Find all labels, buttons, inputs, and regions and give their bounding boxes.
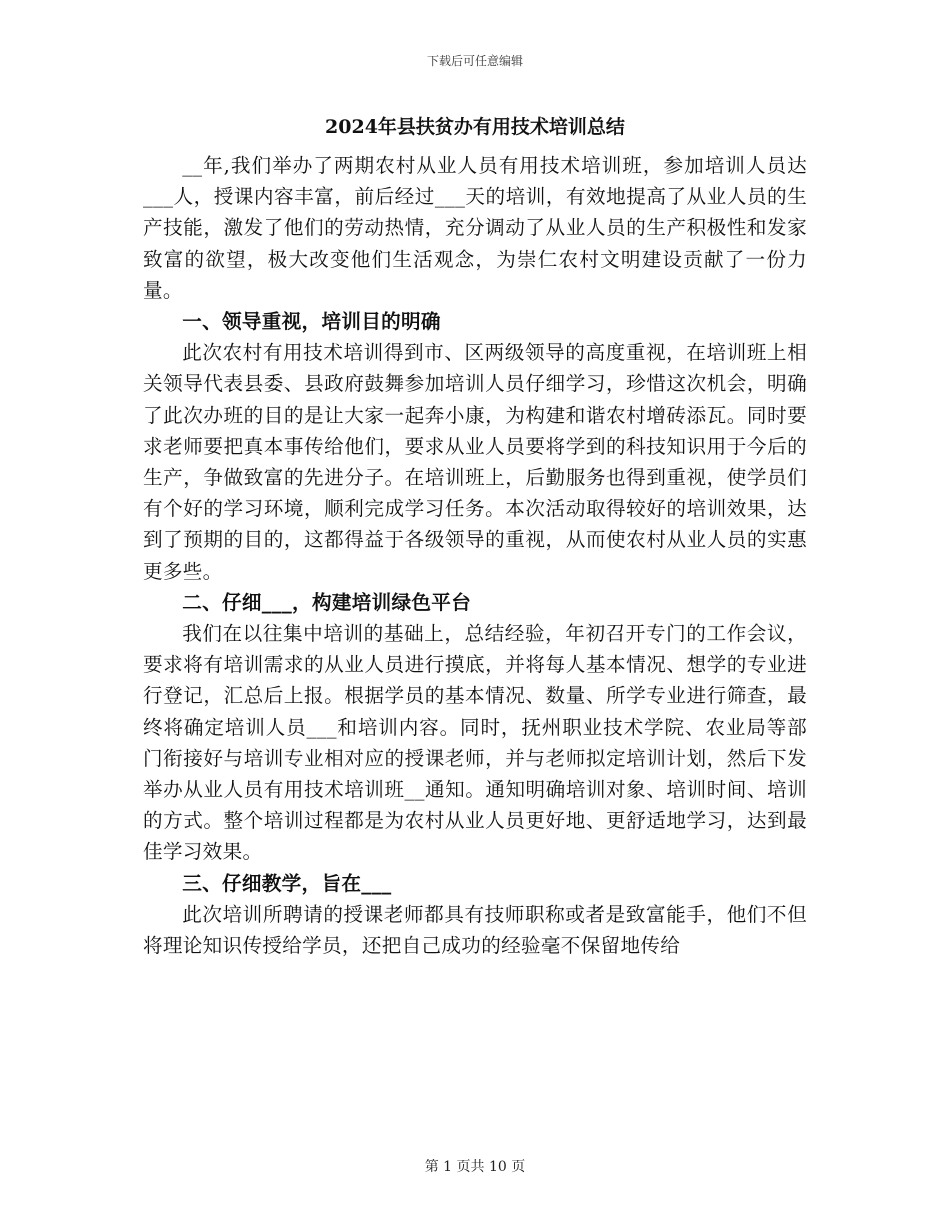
page-header: 下载后可任意编辑 <box>426 54 523 68</box>
paragraph-section-3: 此次培训所聘请的授课老师都具有技师职称或者是致富能手，他们不但将理论知识传授给学员，还把自己成功的经验毫不保留地传给 <box>143 902 807 958</box>
paragraph-intro: __年,我们举办了两期农村从业人员有用技术培训班，参加培训人员达___人，授课内容丰富，前后经过___天的培训，有效地提高了从业人员的生产技能，激发了他们的劳动热情，充分调动了从业人员的生产积极性和发家致富的欲望，极大改变他们生活观念，为崇仁农村文明建设贡献了一份力量。 <box>143 154 807 302</box>
paragraph-section-2: 我们在以往集中培训的基础上，总结经验，年初召开专门的工作会议，要求将有培训需求的从业人员进行摸底，并将每人基本情况、想学的专业进行登记，汇总后上报。根据学员的基本情况、数量、所学专业进行筛查，最终将确定培训人员___和培训内容。同时，抚州职业技术学院、农业局等部门衔接好与培训专业相对应的授课老师，并与老师拟定培训计划，然后下发举办从业人员有用技术培训班__通知。通知明确培训对象、培训时间、培训的方式。整个培训过程都是为农村从业人员更好地、更舒适地学习，达到最佳学习效果。 <box>143 622 807 864</box>
paragraph-section-1: 此次农村有用技术培训得到市、区两级领导的高度重视，在培训班上相关领导代表县委、县政府鼓舞参加培训人员仔细学习，珍惜这次机会，明确了此次办班的目的是让大家一起奔小康，为构建和谐农村增砖添瓦。同时要求老师要把真本事传给他们，要求从业人员要将学到的科技知识用于今后的生产，争做致富的先进分子。在培训班上，后勤服务也得到重视，使学员们有个好的学习环境，顺利完成学习任务。本次活动取得较好的培训效果，达到了预期的目的，这都得益于各级领导的重视，从而使农村从业人员的实惠更多些。 <box>143 341 807 583</box>
section-heading-3: 三、仔细教学，旨在___ <box>182 871 392 895</box>
section-heading-1: 一、领导重视，培训目的明确 <box>182 310 441 334</box>
document-body <box>143 150 807 961</box>
section-heading-2: 二、仔细___，构建培训绿色平台 <box>182 590 472 614</box>
document-title: 2024年县扶贫办有用技术培训总结 <box>325 116 625 138</box>
page-number-footer: 第 1 页共 10 页 <box>424 1159 526 1175</box>
